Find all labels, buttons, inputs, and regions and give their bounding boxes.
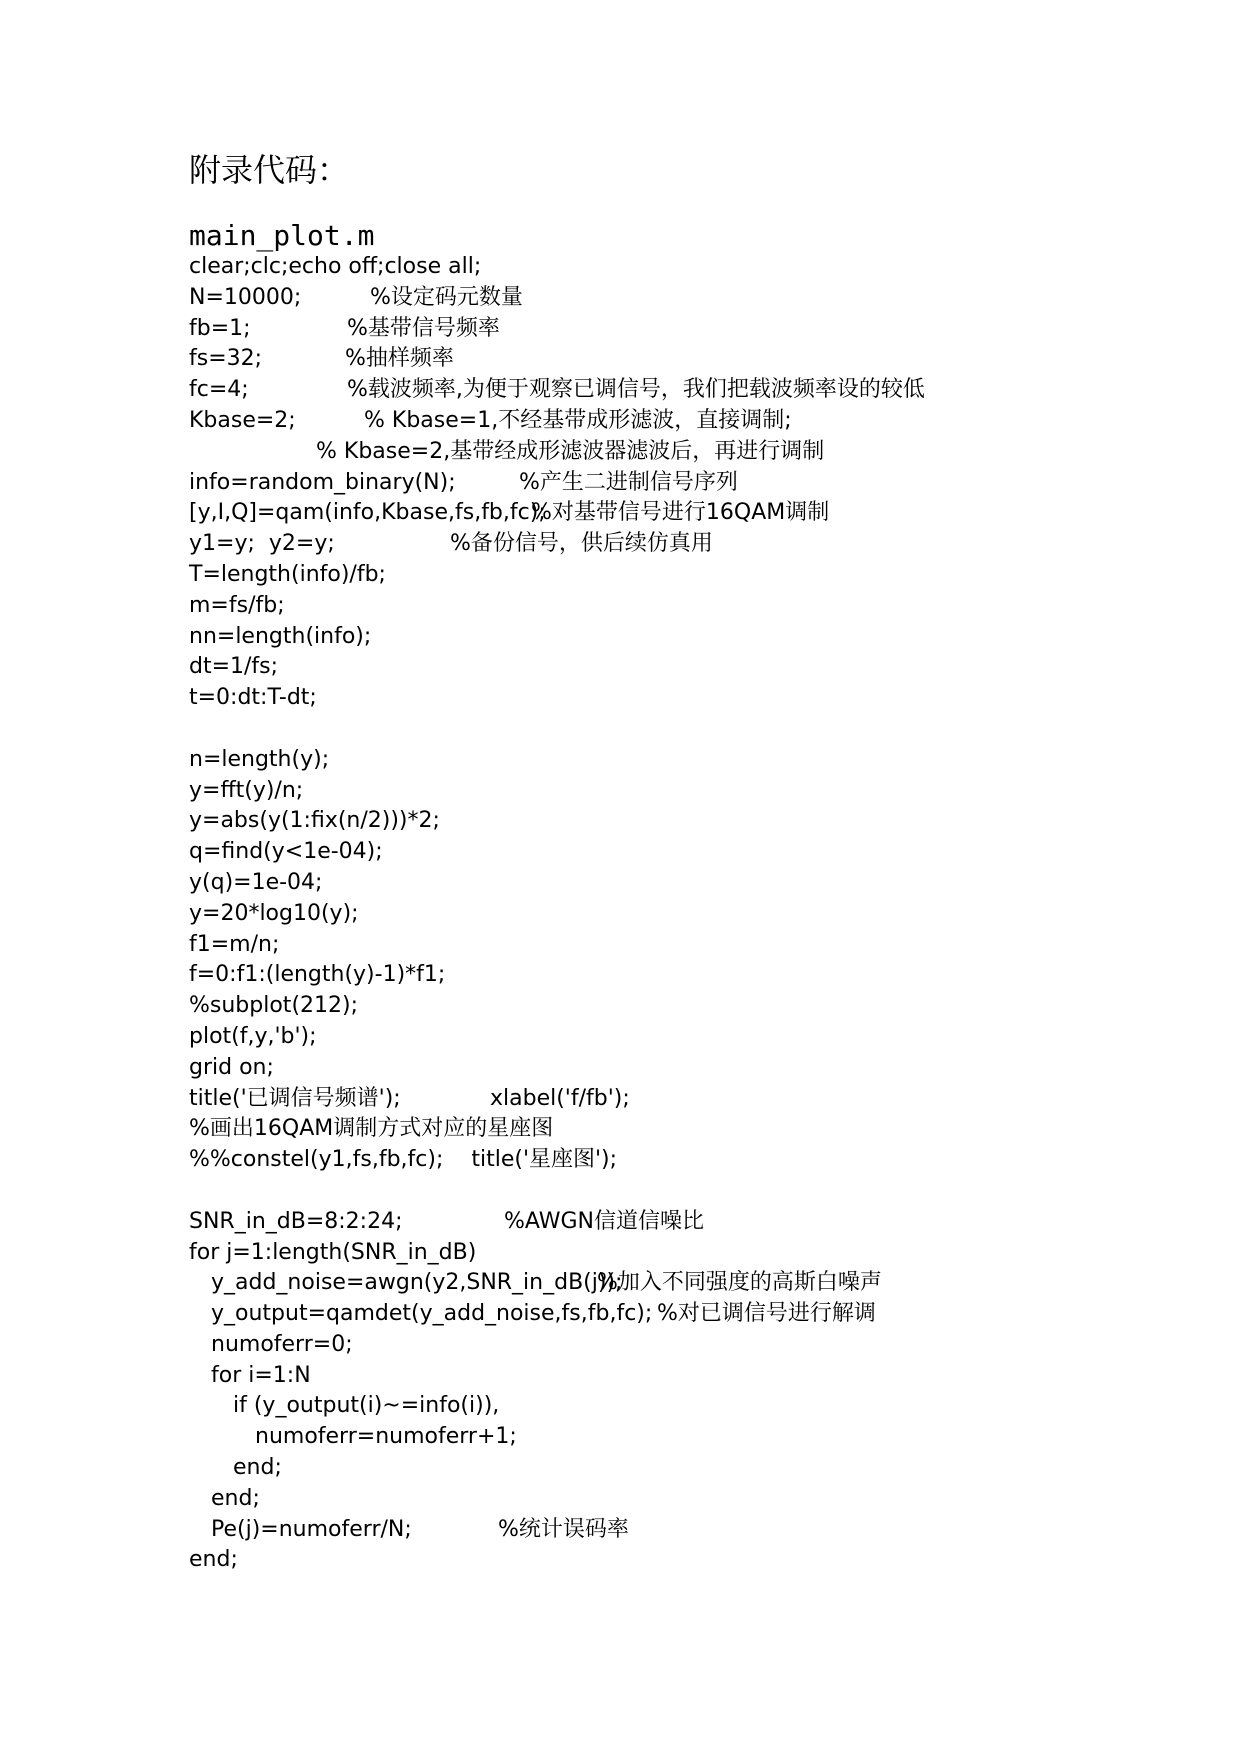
code-line <box>189 1238 1209 1269</box>
code-text: n=length(y); <box>189 746 330 772</box>
code-text: y=20*log10(y); <box>189 900 359 926</box>
code-line <box>189 960 1209 991</box>
code-comment: %备份信号，供后续仿真用 <box>450 531 713 557</box>
code-comment: %基带信号频率 <box>347 315 500 341</box>
code-comment: %画出16QAM调制方式对应的星座图 <box>189 1116 554 1142</box>
code-text: N=10000; <box>189 284 302 310</box>
code-line <box>189 1114 1209 1145</box>
code-comment: %对基带信号进行16QAM调制 <box>531 500 830 526</box>
code-text: title('已调信号频谱'); <box>189 1085 401 1111</box>
code-line <box>189 1453 1209 1484</box>
code-text: y(q)=1e-04; <box>189 869 323 895</box>
code-text: fs=32; <box>189 346 263 372</box>
code-line <box>189 498 1209 529</box>
file-name: main_plot.m <box>189 219 375 252</box>
code-comment: %设定码元数量 <box>370 284 523 310</box>
code-line <box>189 622 1209 653</box>
code-line <box>189 1053 1209 1084</box>
code-comment: %加入不同强度的高斯白噪声 <box>597 1270 882 1296</box>
code-line <box>189 468 1209 499</box>
code-line <box>189 683 1209 714</box>
code-text: numoferr=numoferr+1; <box>255 1424 517 1450</box>
code-comment: % Kbase=1,不经基带成形滤波，直接调制; <box>364 407 792 433</box>
code-line <box>189 560 1209 591</box>
code-line <box>189 899 1209 930</box>
code-text: end; <box>211 1485 260 1511</box>
code-text: SNR_in_dB=8:2:24; <box>189 1208 403 1234</box>
code-line <box>189 745 1209 776</box>
code-text: m=fs/fb; <box>189 592 285 618</box>
code-line <box>189 1268 1209 1299</box>
code-line <box>189 314 1209 345</box>
code-text: Pe(j)=numoferr/N; <box>211 1516 412 1542</box>
code-comment: % Kbase=2,基带经成形滤波器滤波后，再进行调制 <box>316 438 825 464</box>
code-comment: %%constel(y1,fs,fb,fc); title('星座图'); <box>189 1147 618 1173</box>
code-text: %subplot(212); <box>189 993 359 1019</box>
code-text: end; <box>233 1455 282 1481</box>
code-line <box>189 1299 1209 1330</box>
code-line <box>189 1330 1209 1361</box>
code-line <box>189 1515 1209 1546</box>
blank-line <box>189 714 1209 745</box>
code-text: grid on; <box>189 1054 274 1080</box>
code-text: nn=length(info); <box>189 623 372 649</box>
code-text: [y,I,Q]=qam(info,Kbase,fs,fb,fc); <box>189 500 546 526</box>
code-line <box>189 1145 1209 1176</box>
code-text: numoferr=0; <box>211 1331 353 1357</box>
code-line <box>189 776 1209 807</box>
code-line <box>189 806 1209 837</box>
code-comment: %对已调信号进行解调 <box>657 1301 876 1327</box>
code-text: y1=y; y2=y; <box>189 531 335 557</box>
code-text: fb=1; <box>189 315 251 341</box>
code-text: fc=4; <box>189 377 249 403</box>
code-text: y=fft(y)/n; <box>189 777 304 803</box>
code-text: Kbase=2; <box>189 407 296 433</box>
code-text: dt=1/fs; <box>189 654 279 680</box>
code-comment: %AWGN信道信噪比 <box>504 1208 705 1234</box>
code-line <box>189 1022 1209 1053</box>
blank-line <box>189 1176 1209 1207</box>
code-comment: %统计误码率 <box>498 1516 629 1542</box>
code-text: y_output=qamdet(y_add_noise,fs,fb,fc); <box>211 1301 653 1327</box>
code-line <box>189 1484 1209 1515</box>
code-line <box>189 991 1209 1022</box>
code-line <box>189 1361 1209 1392</box>
code-line <box>189 930 1209 961</box>
code-line <box>189 375 1209 406</box>
code-text: t=0:dt:T-dt; <box>189 685 317 711</box>
code-line <box>189 868 1209 899</box>
code-comment: %载波频率,为便于观察已调信号，我们把载波频率设的较低 <box>347 377 925 403</box>
appendix-heading: 附录代码： <box>189 151 350 189</box>
code-comment: %抽样频率 <box>345 346 454 372</box>
code-text: y_add_noise=awgn(y2,SNR_in_dB(j)); <box>211 1270 623 1296</box>
code-text: q=find(y<1e-04); <box>189 839 383 865</box>
code-line <box>189 283 1209 314</box>
code-text: clear;clc;echo off;close all; <box>189 254 482 279</box>
code-comment: %产生二进制信号序列 <box>519 469 738 495</box>
code-line <box>189 1084 1209 1115</box>
code-text: f1=m/n; <box>189 931 280 957</box>
code-line <box>189 1207 1209 1238</box>
code-line <box>189 1545 1209 1576</box>
code-text: for i=1:N <box>211 1362 311 1388</box>
code-text: T=length(info)/fb; <box>189 561 386 587</box>
code-line <box>189 344 1209 375</box>
code-line <box>189 529 1209 560</box>
code-listing <box>189 252 1209 1576</box>
code-line <box>189 437 1209 468</box>
code-text: xlabel('f/fb'); <box>490 1085 630 1111</box>
code-text: y=abs(y(1:fix(n/2)))*2; <box>189 808 440 834</box>
code-line <box>189 837 1209 868</box>
code-text: for j=1:length(SNR_in_dB) <box>189 1239 477 1265</box>
code-text: info=random_binary(N); <box>189 469 456 495</box>
code-line <box>189 1391 1209 1422</box>
code-line <box>189 1422 1209 1453</box>
code-line <box>189 652 1209 683</box>
code-line <box>189 591 1209 622</box>
code-text: end; <box>189 1547 238 1573</box>
code-line <box>189 406 1209 437</box>
code-line <box>189 252 1209 283</box>
code-text: f=0:f1:(length(y)-1)*f1; <box>189 962 446 988</box>
code-text: plot(f,y,'b'); <box>189 1023 317 1049</box>
code-text: if (y_output(i)~=info(i)), <box>233 1393 500 1419</box>
